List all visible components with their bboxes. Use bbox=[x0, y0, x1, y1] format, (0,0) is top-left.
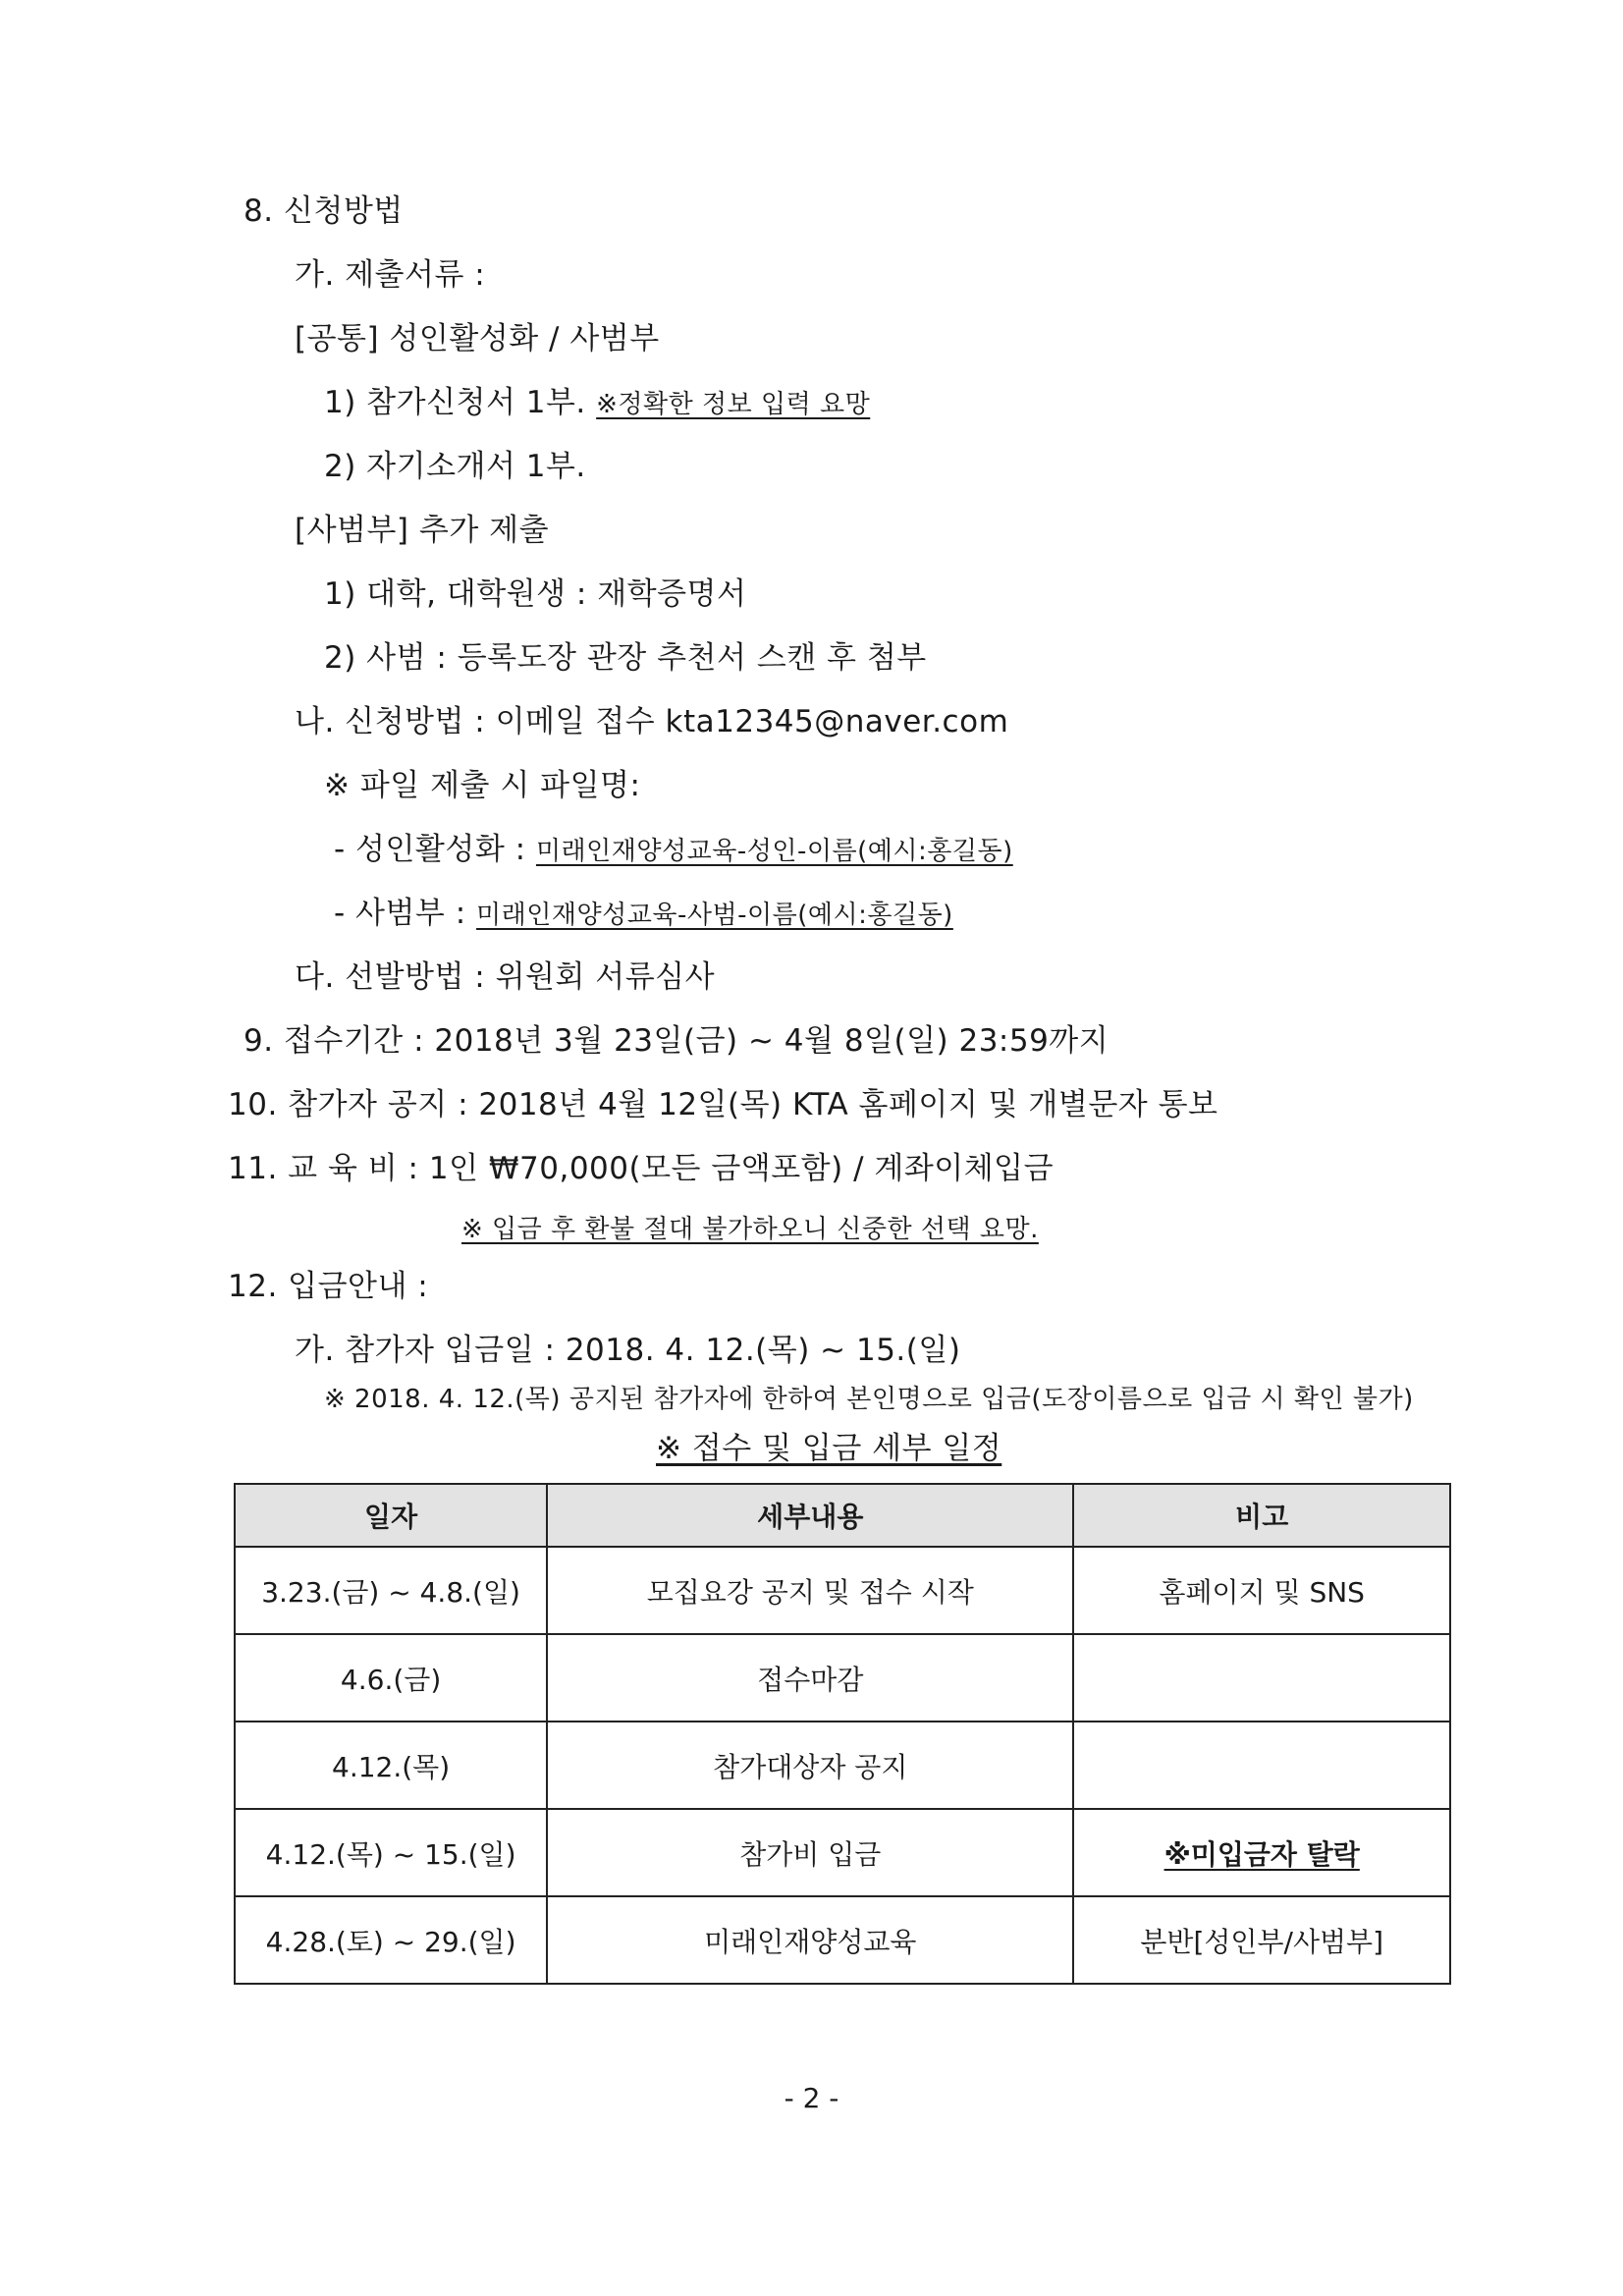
extra-item-1: 1) 대학, 대학원생 : 재학증명서 bbox=[324, 576, 747, 612]
row-date: 4.12.(목) bbox=[235, 1722, 547, 1809]
table-row bbox=[235, 1809, 1450, 1896]
table-row bbox=[235, 1547, 1450, 1634]
master-file-label: - 사범부 : bbox=[334, 896, 466, 931]
section-8-na: 나. 신청방법 : 이메일 접수 kta12345@naver.com bbox=[295, 704, 1009, 739]
deposit-note: ※ 2018. 4. 12.(목) 공지된 참가자에 한하여 본인명으로 입금(도장이름으로 입금 시 확인 불가) bbox=[324, 1385, 1414, 1414]
accuracy-note: ※정확한 정보 입력 요망 bbox=[596, 390, 871, 419]
table-row bbox=[235, 1896, 1450, 1984]
common-item-1 bbox=[324, 383, 870, 424]
row-details: 모집요강 공지 및 접수 시작 bbox=[547, 1547, 1073, 1634]
refund-note: ※ 입금 후 환불 절대 불가하오니 신중한 선택 요망. bbox=[461, 1215, 1039, 1244]
row-details: 접수마감 bbox=[547, 1634, 1073, 1722]
table-header-row bbox=[235, 1484, 1450, 1547]
row-details: 참가비 입금 bbox=[547, 1809, 1073, 1896]
section-8-da: 다. 선발방법 : 위원회 서류심사 bbox=[295, 959, 716, 995]
schedule-caption: ※ 접수 및 입금 세부 일정 bbox=[656, 1431, 1002, 1466]
table-row bbox=[235, 1634, 1450, 1722]
section-8-ga: 가. 제출서류 : bbox=[295, 257, 486, 293]
common-heading: [공통] 성인활성화 / 사범부 bbox=[295, 321, 660, 356]
master-file-line bbox=[334, 894, 953, 935]
section-12: 12. 입금안내 : bbox=[228, 1269, 429, 1304]
extra-heading: [사범부] 추가 제출 bbox=[295, 513, 550, 548]
row-date: 4.28.(토) ~ 29.(일) bbox=[235, 1896, 547, 1984]
row-details: 미래인재양성교육 bbox=[547, 1896, 1073, 1984]
header-date: 일자 bbox=[235, 1484, 547, 1547]
row-details: 참가대상자 공지 bbox=[547, 1722, 1073, 1809]
section-10: 10. 참가자 공지 : 2018년 4월 12일(목) KTA 홈페이지 및 개별문자 통보 bbox=[228, 1087, 1218, 1122]
row-remarks bbox=[1073, 1809, 1450, 1896]
extra-item-2: 2) 사범 : 등록도장 관장 추천서 스캔 후 첨부 bbox=[324, 640, 927, 676]
common-item-1-text: 1) 참가신청서 1부. bbox=[324, 385, 586, 420]
header-details: 세부내용 bbox=[547, 1484, 1073, 1547]
header-remarks: 비고 bbox=[1073, 1484, 1450, 1547]
page-number: - 2 - bbox=[784, 2082, 839, 2114]
table-row bbox=[235, 1722, 1450, 1809]
master-file-name: 미래인재양성교육-사범-이름(예시:홍길동) bbox=[476, 901, 953, 930]
row-remarks: 홈페이지 및 SNS bbox=[1073, 1547, 1450, 1634]
section-9: 9. 접수기간 : 2018년 3월 23일(금) ~ 4월 8일(일) 23:59까지 bbox=[243, 1023, 1109, 1059]
row-remarks: 분반[성인부/사범부] bbox=[1073, 1896, 1450, 1984]
row-remarks bbox=[1073, 1634, 1450, 1722]
section-8-title: 8. 신청방법 bbox=[243, 193, 404, 229]
row-date: 3.23.(금) ~ 4.8.(일) bbox=[235, 1547, 547, 1634]
file-name-note: ※ 파일 제출 시 파일명: bbox=[324, 768, 641, 803]
common-item-2: 2) 자기소개서 1부. bbox=[324, 449, 586, 484]
adult-file-name: 미래인재양성교육-성인-이름(예시:홍길동) bbox=[535, 837, 1013, 866]
row-date: 4.12.(목) ~ 15.(일) bbox=[235, 1809, 547, 1896]
section-11: 11. 교 육 비 : 1인 ₩70,000(모든 금액포함) / 계좌이체입금 bbox=[228, 1151, 1055, 1186]
adult-file-line bbox=[334, 830, 1013, 871]
row-date: 4.6.(금) bbox=[235, 1634, 547, 1722]
no-payment-warning: ※미입금자 탈락 bbox=[1163, 1837, 1360, 1871]
row-remarks bbox=[1073, 1722, 1450, 1809]
adult-file-label: - 성인활성화 : bbox=[334, 832, 526, 867]
schedule-table bbox=[234, 1483, 1451, 1985]
section-12-ga: 가. 참가자 입금일 : 2018. 4. 12.(목) ~ 15.(일) bbox=[295, 1333, 961, 1368]
